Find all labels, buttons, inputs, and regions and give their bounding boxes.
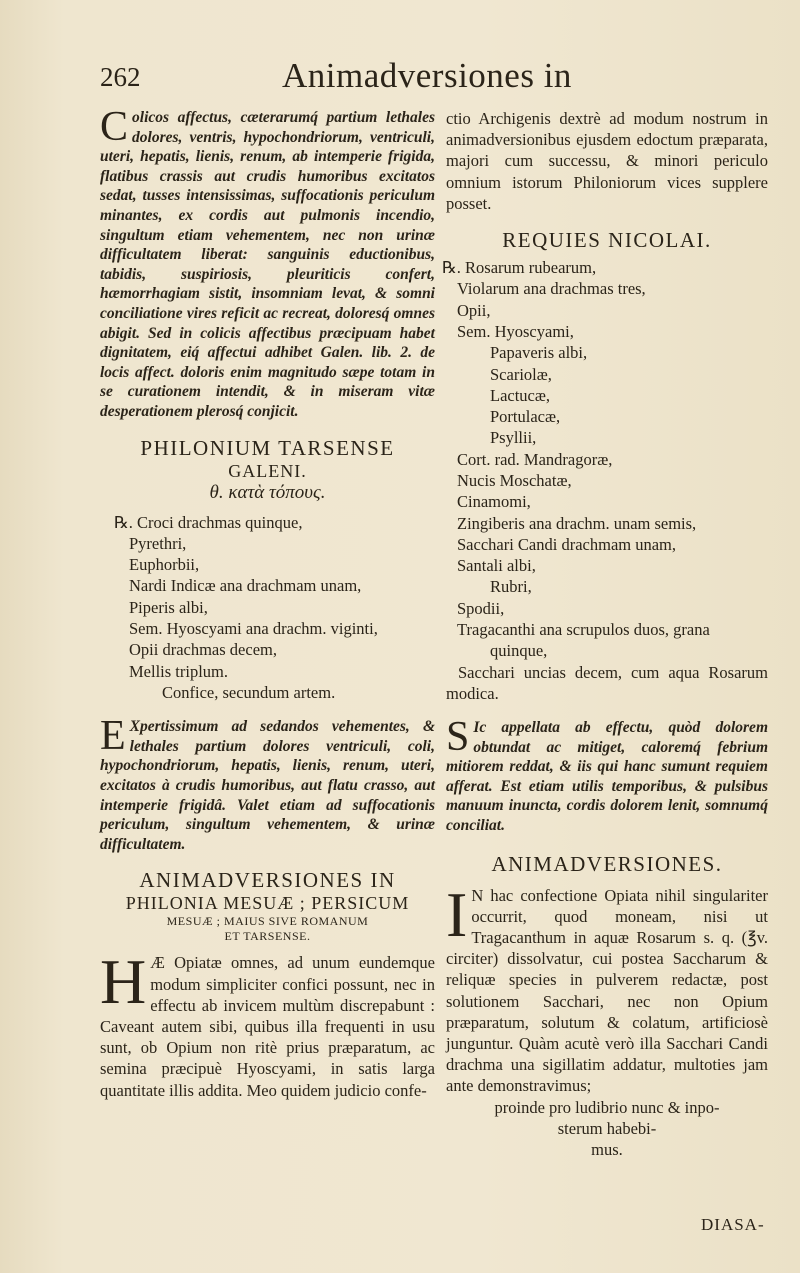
recipe-conclusion: Confice, secundum artem. — [162, 682, 336, 702]
recipe-line: Portulacæ, — [490, 407, 561, 427]
section-subheading: PHILONIA MESUÆ ; PERSICUM — [125, 893, 410, 914]
rx-symbol: ℞. — [114, 512, 133, 532]
drop-cap-e: E — [100, 713, 126, 760]
recipe-line: Nardi Indicæ ana drachmam unam, — [129, 576, 362, 596]
catchword: DIASA- — [701, 1215, 765, 1234]
page-number: 262 — [100, 62, 141, 92]
recipe-line: Psyllii, — [490, 428, 537, 448]
inhac-text: N hac confectione Opiata nihil singulariter occurrit, quod moneam, nisi ut Tragacanthum in aquæ Rosarum s. q. (℥v. circiter) dissolvatur, cui postea Saccharum & reliquæ species in pulverem redactæ, post solutionem Sacchari, nec non Opium præparatum, solutum & colatum, artificiosè junguntur. Quàm acutè verò illa Sacchari Candi drachma una sigillatim addatur, multoties jam ante demonstravimus; — [446, 885, 768, 1096]
philonium-title: PHILONIUM TARSENSE — [140, 435, 395, 460]
philonium-greek: θ. κατὰ τόπους. — [209, 481, 326, 503]
section-subheading-small: MESUÆ ; MAIUS SIVE ROMANUM — [166, 914, 369, 929]
continuation-paragraph: ctio Archigenis dextrè ad modum nostrum in animadversionibus ejusdem edoctum præparata, majori cum successu, & minori periculo omnium istorum Philoniorum vices supplere posset. — [446, 109, 768, 213]
drop-cap-c: C — [100, 104, 129, 150]
left-column — [100, 104, 435, 1101]
recipe-line: Cinamomi, — [457, 492, 531, 512]
expert-text: Xpertissimum ad sedandos vehementes, & lethales partium dolores ventriculi, coli, hypochondriorum, hepatis, lienis, renum, uteri, excitatos à crudis humoribus, aut flatu crasso, aut intemperie frigidâ. Valet etiam ad suffocationis periculum, singultum vehementem, & urinæ difficultatem. — [100, 718, 435, 853]
animadversiones-heading: ANIMADVERSIONES. — [491, 851, 723, 876]
recipe-line: Sem. Hyoscyami, — [457, 321, 574, 341]
sic-text: Ic appellata ab effectu, quòd dolorem obtundat ac mitiget, caloremq́ febrium mitiorem reddat, & iis qui hanc sumunt requiem afferat. Est etiam utilis temporibus, & pulsibus manuum inuncta, cordis dolorem lenit, somnumq́ conciliat. — [446, 719, 768, 835]
inhac-tail: mus. — [591, 1140, 623, 1160]
recipe-line: Santali albi, — [457, 556, 536, 576]
recipe-line: Opii, — [457, 300, 491, 320]
recipe-philonium — [100, 512, 435, 704]
requies-closing: Sacchari uncias decem, cum aqua Rosarum modica. — [446, 662, 768, 703]
recipe-line: Cort. rad. Mandragoræ, — [457, 449, 613, 469]
philonium-subtitle: GALENI. — [228, 460, 307, 481]
drop-cap-s: S — [446, 714, 470, 761]
recipe-line: Mellis triplum. — [129, 661, 228, 681]
recipe-line: ℞. Croci drachmas quinque, — [114, 512, 303, 532]
intro-text: olicos affectus, cæterarumq́ partium lethales dolores, ventris, hypochondriorum, ventriculi, uteri, hepatis, lienis, renum, ab intemperie frigida, flatibus crassis aut crudis humoribus excitatos sedat, tusses intensissimas, suffocationis periculum minantes, ex cordis aut pulmonis incendio, singultum etiam vehementem, nec non urinæ difficultatem liberat: sanguinis eductionibus, tabidis, suspiriosis, pleuriticis confert, hæmorrhagiam sistit, insomniam levat, & somni conciliatione vires reficit ac recreat, doloresq́ omnes abigit. Sed in colicis affectibus præcipuam habet dignitatem, eiq́ affectui adhibet Galen. lib. 2. de locis affect. doloris enim magnitudo sæpe totam in se curationem intendit, & in miseram vitæ desperationem plerosq́ conjicit. — [100, 109, 435, 420]
recipe-line: Lactucæ, — [490, 385, 551, 405]
inhac-paragraph — [446, 878, 768, 1097]
expert-paragraph — [100, 713, 435, 854]
recipe-line: Nucis Moschatæ, — [457, 470, 572, 490]
recipe-line: Violarum ana drachmas tres, — [457, 279, 646, 299]
recipe-line: Sacchari Candi drachmam unam, — [457, 534, 677, 554]
recipe-line: Opii drachmas decem, — [129, 640, 277, 660]
recipe-line: Pyrethri, — [129, 533, 187, 553]
recipe-requies — [442, 257, 768, 662]
recipe-line: Euphorbii, — [129, 555, 200, 575]
recipe-line: Zingiberis ana drachm. unam semis, — [457, 513, 697, 533]
haec-paragraph — [100, 946, 435, 1100]
recipe-line: Piperis albi, — [129, 597, 208, 617]
section-subheading-small: ET TARSENSE. — [224, 929, 311, 944]
inhac-tail: proinde pro ludibrio nunc & inpo- — [494, 1097, 720, 1117]
running-title: Animadversiones in — [282, 56, 572, 95]
recipe-line: Tragacanthi ana scrupulos duos, grana — [457, 620, 710, 640]
recipe-line: Papaveris albi, — [490, 343, 588, 363]
recipe-line: Rubri, — [490, 577, 532, 597]
recipe-line: quinque, — [490, 641, 548, 661]
sic-paragraph — [446, 714, 768, 836]
right-column — [442, 108, 768, 1160]
drop-cap-h: H — [100, 946, 147, 1018]
recipe-line: Scariolæ, — [490, 364, 552, 384]
drop-cap-i: I — [446, 878, 468, 950]
haec-text: Æ Opiatæ omnes, ad unum eundemque modum simpliciter confici possunt, nec in effectu ab invicem multùm discrepabunt : Caveant autem sibi, quibus illa frequenti in usu sunt, ob Opium non ritè prius præparatum, ac semina præcipuè Hyoscyami, in satis larga quantitate illis addita. Meo quidem judicio confe- — [100, 953, 435, 1100]
rx-symbol: ℞. — [442, 258, 461, 278]
intro-paragraph — [100, 104, 435, 422]
recipe-line: ℞. Rosarum rubearum, — [442, 258, 597, 278]
section-heading-philonia: ANIMADVERSIONES IN — [139, 868, 396, 893]
recipe-line: Spodii, — [457, 598, 505, 618]
recipe-line: Sem. Hyoscyami ana drachm. viginti, — [129, 618, 378, 638]
inhac-tail: sterum habebi- — [557, 1118, 657, 1138]
requies-title: REQUIES NICOLAI. — [502, 228, 712, 253]
